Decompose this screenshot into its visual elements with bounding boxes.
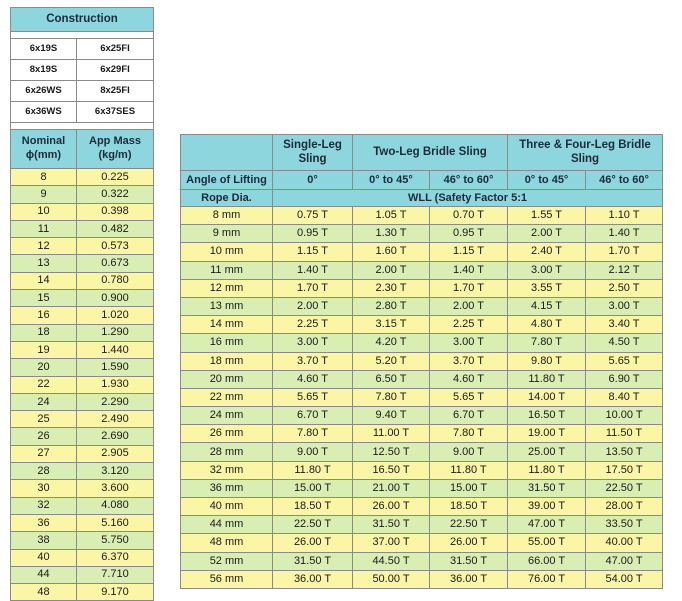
wll-value-cell: 1.15 T bbox=[273, 243, 353, 261]
rope-diameter-cell: 20 mm bbox=[181, 370, 273, 388]
wll-value-cell: 1.40 T bbox=[586, 225, 663, 243]
nominal-diameter-cell: 18 bbox=[11, 324, 77, 341]
wll-value-cell: 3.00 T bbox=[430, 334, 508, 352]
wll-value-cell: 7.80 T bbox=[353, 388, 430, 406]
wll-row bbox=[181, 425, 663, 443]
wll-value-cell: 0.95 T bbox=[430, 225, 508, 243]
wll-value-cell: 2.40 T bbox=[508, 243, 586, 261]
wll-value-cell: 2.12 T bbox=[586, 261, 663, 279]
app-mass-cell: 3.600 bbox=[77, 480, 154, 497]
wll-value-cell: 11.80 T bbox=[508, 461, 586, 479]
wll-value-cell: 9.40 T bbox=[353, 407, 430, 425]
wll-value-cell: 2.25 T bbox=[273, 316, 353, 334]
single-leg-header: Single-Leg Sling bbox=[273, 135, 353, 171]
wll-value-cell: 4.60 T bbox=[273, 370, 353, 388]
wll-value-cell: 22.50 T bbox=[430, 516, 508, 534]
construction-title: Construction bbox=[11, 8, 154, 32]
wll-row bbox=[181, 479, 663, 497]
rope-diameter-cell: 36 mm bbox=[181, 479, 273, 497]
wll-value-cell: 8.40 T bbox=[586, 388, 663, 406]
wll-value-cell: 3.40 T bbox=[586, 316, 663, 334]
wll-value-cell: 6.70 T bbox=[273, 407, 353, 425]
rope-diameter-cell: 12 mm bbox=[181, 279, 273, 297]
wll-value-cell: 50.00 T bbox=[353, 570, 430, 588]
wll-value-cell: 31.50 T bbox=[353, 516, 430, 534]
mass-row bbox=[11, 514, 154, 531]
wll-value-cell: 47.00 T bbox=[586, 552, 663, 570]
wll-value-cell: 15.00 T bbox=[430, 479, 508, 497]
wll-value-cell: 28.00 T bbox=[586, 498, 663, 516]
wll-value-cell: 26.00 T bbox=[430, 534, 508, 552]
angle-cell: 46° to 60° bbox=[586, 171, 663, 190]
wll-value-cell: 7.80 T bbox=[430, 425, 508, 443]
wll-value-cell: 44.50 T bbox=[353, 552, 430, 570]
wll-value-cell: 6.90 T bbox=[586, 370, 663, 388]
nominal-diameter-cell: 13 bbox=[11, 255, 77, 272]
rope-diameter-cell: 40 mm bbox=[181, 498, 273, 516]
app-mass-cell: 0.573 bbox=[77, 238, 154, 255]
wll-value-cell: 12.50 T bbox=[353, 443, 430, 461]
app-mass-cell: 2.690 bbox=[77, 428, 154, 445]
wll-value-cell: 6.70 T bbox=[430, 407, 508, 425]
wll-value-cell: 3.00 T bbox=[586, 297, 663, 315]
wll-value-cell: 21.00 T bbox=[353, 479, 430, 497]
nominal-diameter-cell: 20 bbox=[11, 359, 77, 376]
wll-row bbox=[181, 443, 663, 461]
app-mass-cell: 1.020 bbox=[77, 307, 154, 324]
wll-value-cell: 7.80 T bbox=[508, 334, 586, 352]
mass-row bbox=[11, 411, 154, 428]
wll-row bbox=[181, 388, 663, 406]
rope-diameter-cell: 32 mm bbox=[181, 461, 273, 479]
wll-value-cell: 36.00 T bbox=[430, 570, 508, 588]
wll-value-cell: 2.50 T bbox=[586, 279, 663, 297]
wll-row bbox=[181, 498, 663, 516]
wll-value-cell: 14.00 T bbox=[508, 388, 586, 406]
construction-type: 6x19S bbox=[11, 39, 77, 60]
wll-value-cell: 18.50 T bbox=[430, 498, 508, 516]
wll-value-cell: 25.00 T bbox=[508, 443, 586, 461]
wll-value-cell: 1.60 T bbox=[353, 243, 430, 261]
mass-row bbox=[11, 376, 154, 393]
nominal-diameter-cell: 28 bbox=[11, 463, 77, 480]
mass-label: App Mass bbox=[89, 135, 141, 148]
rope-diameter-cell: 48 mm bbox=[181, 534, 273, 552]
three-four-leg-header: Three & Four-Leg Bridle Sling bbox=[508, 135, 663, 171]
wll-value-cell: 3.70 T bbox=[273, 352, 353, 370]
mass-row bbox=[11, 549, 154, 566]
angle-of-lifting-label: Angle of Lifting bbox=[181, 171, 273, 190]
app-mass-cell: 3.120 bbox=[77, 463, 154, 480]
nominal-diameter-cell: 48 bbox=[11, 584, 77, 601]
app-mass-header bbox=[77, 130, 154, 169]
app-mass-cell: 0.900 bbox=[77, 290, 154, 307]
mass-row bbox=[11, 238, 154, 255]
construction-spacer bbox=[11, 123, 154, 130]
wll-row bbox=[181, 407, 663, 425]
wll-value-cell: 31.50 T bbox=[273, 552, 353, 570]
wll-value-cell: 5.20 T bbox=[353, 352, 430, 370]
wll-value-cell: 37.00 T bbox=[353, 534, 430, 552]
rope-diameter-cell: 8 mm bbox=[181, 207, 273, 225]
wll-value-cell: 15.00 T bbox=[273, 479, 353, 497]
wll-row bbox=[181, 207, 663, 225]
wll-value-cell: 1.15 T bbox=[430, 243, 508, 261]
wll-row bbox=[181, 334, 663, 352]
wll-value-cell: 16.50 T bbox=[508, 407, 586, 425]
angle-cell: 0° to 45° bbox=[353, 171, 430, 190]
app-mass-cell: 1.290 bbox=[77, 324, 154, 341]
nominal-label: Nominal bbox=[21, 135, 66, 148]
rope-diameter-cell: 16 mm bbox=[181, 334, 273, 352]
corner-cell bbox=[181, 135, 273, 171]
construction-type: 8x25FI bbox=[77, 81, 154, 102]
nominal-diameter-cell: 19 bbox=[11, 341, 77, 358]
wll-value-cell: 1.10 T bbox=[586, 207, 663, 225]
wll-row bbox=[181, 261, 663, 279]
app-mass-cell: 4.080 bbox=[77, 497, 154, 514]
nominal-diameter-cell: 40 bbox=[11, 549, 77, 566]
wll-value-cell: 9.80 T bbox=[508, 352, 586, 370]
wll-row bbox=[181, 570, 663, 588]
mass-row bbox=[11, 393, 154, 410]
wll-value-cell: 2.00 T bbox=[353, 261, 430, 279]
mass-row bbox=[11, 497, 154, 514]
nominal-diameter-cell: 36 bbox=[11, 514, 77, 531]
mass-row bbox=[11, 220, 154, 237]
wll-value-cell: 3.55 T bbox=[508, 279, 586, 297]
wll-value-cell: 26.00 T bbox=[353, 498, 430, 516]
wll-value-cell: 9.00 T bbox=[430, 443, 508, 461]
wll-row bbox=[181, 352, 663, 370]
wll-value-cell: 33.50 T bbox=[586, 516, 663, 534]
nominal-diameter-cell: 38 bbox=[11, 532, 77, 549]
wll-value-cell: 3.70 T bbox=[430, 352, 508, 370]
wll-row bbox=[181, 225, 663, 243]
wll-value-cell: 47.00 T bbox=[508, 516, 586, 534]
wll-value-cell: 4.20 T bbox=[353, 334, 430, 352]
construction-type: 6x25FI bbox=[77, 39, 154, 60]
wll-value-cell: 26.00 T bbox=[273, 534, 353, 552]
app-mass-cell: 5.750 bbox=[77, 532, 154, 549]
rope-dia-label: Rope Dia. bbox=[181, 190, 273, 207]
app-mass-cell: 0.225 bbox=[77, 169, 154, 186]
wll-value-cell: 36.00 T bbox=[273, 570, 353, 588]
wll-value-cell: 1.70 T bbox=[273, 279, 353, 297]
wll-value-cell: 54.00 T bbox=[586, 570, 663, 588]
wll-value-cell: 11.80 T bbox=[508, 370, 586, 388]
angle-cell: 0° bbox=[273, 171, 353, 190]
rope-diameter-cell: 13 mm bbox=[181, 297, 273, 315]
rope-diameter-cell: 11 mm bbox=[181, 261, 273, 279]
app-mass-cell: 1.440 bbox=[77, 341, 154, 358]
nominal-diameter-cell: 30 bbox=[11, 480, 77, 497]
wll-value-cell: 11.50 T bbox=[586, 425, 663, 443]
wll-value-cell: 5.65 T bbox=[273, 388, 353, 406]
app-mass-cell: 2.490 bbox=[77, 411, 154, 428]
nominal-diameter-cell: 44 bbox=[11, 566, 77, 583]
wll-value-cell: 31.50 T bbox=[430, 552, 508, 570]
app-mass-cell: 2.905 bbox=[77, 445, 154, 462]
mass-row bbox=[11, 272, 154, 289]
mass-row bbox=[11, 566, 154, 583]
nominal-diameter-cell: 12 bbox=[11, 238, 77, 255]
rope-diameter-cell: 14 mm bbox=[181, 316, 273, 334]
app-mass-cell: 0.322 bbox=[77, 186, 154, 203]
nominal-diameter-cell: 25 bbox=[11, 411, 77, 428]
mass-unit: (kg/m) bbox=[98, 149, 132, 161]
mass-row bbox=[11, 307, 154, 324]
mass-row bbox=[11, 169, 154, 186]
wll-value-cell: 5.65 T bbox=[430, 388, 508, 406]
wll-safety-factor-label: WLL (Safety Factor 5:1 bbox=[273, 190, 663, 207]
construction-type: 6x26WS bbox=[11, 81, 77, 102]
construction-spacer bbox=[11, 32, 154, 39]
wll-value-cell: 16.50 T bbox=[353, 461, 430, 479]
wll-value-cell: 22.50 T bbox=[273, 516, 353, 534]
wll-value-cell: 66.00 T bbox=[508, 552, 586, 570]
wll-row bbox=[181, 316, 663, 334]
app-mass-cell: 0.482 bbox=[77, 220, 154, 237]
wll-value-cell: 3.00 T bbox=[273, 334, 353, 352]
wll-row bbox=[181, 516, 663, 534]
wll-value-cell: 2.80 T bbox=[353, 297, 430, 315]
mass-row bbox=[11, 341, 154, 358]
app-mass-cell: 7.710 bbox=[77, 566, 154, 583]
rope-diameter-cell: 9 mm bbox=[181, 225, 273, 243]
rope-diameter-cell: 10 mm bbox=[181, 243, 273, 261]
wll-value-cell: 7.80 T bbox=[273, 425, 353, 443]
wll-value-cell: 2.00 T bbox=[508, 225, 586, 243]
wll-value-cell: 9.00 T bbox=[273, 443, 353, 461]
construction-type: 6x29FI bbox=[77, 60, 154, 81]
wll-value-cell: 1.40 T bbox=[273, 261, 353, 279]
wll-value-cell: 10.00 T bbox=[586, 407, 663, 425]
rope-diameter-cell: 44 mm bbox=[181, 516, 273, 534]
mass-row bbox=[11, 480, 154, 497]
wll-row bbox=[181, 243, 663, 261]
app-mass-cell: 1.930 bbox=[77, 376, 154, 393]
mass-row bbox=[11, 463, 154, 480]
nominal-unit: ϕ(mm) bbox=[25, 149, 62, 161]
wll-row bbox=[181, 461, 663, 479]
mass-row bbox=[11, 359, 154, 376]
wll-row bbox=[181, 297, 663, 315]
wll-value-cell: 1.55 T bbox=[508, 207, 586, 225]
nominal-diameter-header bbox=[11, 130, 77, 169]
wll-value-cell: 11.00 T bbox=[353, 425, 430, 443]
mass-row bbox=[11, 428, 154, 445]
wll-value-cell: 1.05 T bbox=[353, 207, 430, 225]
wll-value-cell: 0.75 T bbox=[273, 207, 353, 225]
wll-value-cell: 6.50 T bbox=[353, 370, 430, 388]
rope-diameter-cell: 52 mm bbox=[181, 552, 273, 570]
wll-value-cell: 13.50 T bbox=[586, 443, 663, 461]
wll-value-cell: 2.25 T bbox=[430, 316, 508, 334]
wll-value-cell: 22.50 T bbox=[586, 479, 663, 497]
nominal-diameter-cell: 14 bbox=[11, 272, 77, 289]
wll-value-cell: 3.15 T bbox=[353, 316, 430, 334]
rope-diameter-cell: 22 mm bbox=[181, 388, 273, 406]
wll-value-cell: 0.70 T bbox=[430, 207, 508, 225]
wll-value-cell: 4.15 T bbox=[508, 297, 586, 315]
wll-table bbox=[180, 134, 663, 589]
wll-value-cell: 40.00 T bbox=[586, 534, 663, 552]
nominal-diameter-cell: 24 bbox=[11, 393, 77, 410]
wll-value-cell: 2.30 T bbox=[353, 279, 430, 297]
wll-value-cell: 31.50 T bbox=[508, 479, 586, 497]
nominal-diameter-cell: 26 bbox=[11, 428, 77, 445]
wll-row bbox=[181, 552, 663, 570]
nominal-diameter-cell: 10 bbox=[11, 203, 77, 220]
wll-value-cell: 4.60 T bbox=[430, 370, 508, 388]
mass-row bbox=[11, 290, 154, 307]
nominal-diameter-cell: 11 bbox=[11, 220, 77, 237]
wll-value-cell: 55.00 T bbox=[508, 534, 586, 552]
wll-value-cell: 1.30 T bbox=[353, 225, 430, 243]
wll-value-cell: 11.80 T bbox=[273, 461, 353, 479]
wll-value-cell: 4.50 T bbox=[586, 334, 663, 352]
wll-row bbox=[181, 370, 663, 388]
wll-value-cell: 1.70 T bbox=[586, 243, 663, 261]
wll-row bbox=[181, 534, 663, 552]
nominal-diameter-cell: 22 bbox=[11, 376, 77, 393]
wll-value-cell: 1.40 T bbox=[430, 261, 508, 279]
construction-type: 6x37SES bbox=[77, 102, 154, 123]
mass-row bbox=[11, 584, 154, 601]
app-mass-cell: 9.170 bbox=[77, 584, 154, 601]
wll-row bbox=[181, 279, 663, 297]
wll-value-cell: 76.00 T bbox=[508, 570, 586, 588]
rope-diameter-cell: 56 mm bbox=[181, 570, 273, 588]
wll-value-cell: 2.00 T bbox=[273, 297, 353, 315]
wll-value-cell: 19.00 T bbox=[508, 425, 586, 443]
two-leg-header: Two-Leg Bridle Sling bbox=[353, 135, 508, 171]
wll-value-cell: 5.65 T bbox=[586, 352, 663, 370]
nominal-diameter-cell: 8 bbox=[11, 169, 77, 186]
app-mass-cell: 0.673 bbox=[77, 255, 154, 272]
mass-row bbox=[11, 186, 154, 203]
nominal-diameter-cell: 32 bbox=[11, 497, 77, 514]
wll-value-cell: 1.70 T bbox=[430, 279, 508, 297]
construction-type: 8x19S bbox=[11, 60, 77, 81]
app-mass-cell: 2.290 bbox=[77, 393, 154, 410]
mass-row bbox=[11, 255, 154, 272]
app-mass-cell: 6.370 bbox=[77, 549, 154, 566]
app-mass-cell: 0.780 bbox=[77, 272, 154, 289]
wll-value-cell: 0.95 T bbox=[273, 225, 353, 243]
wll-value-cell: 2.00 T bbox=[430, 297, 508, 315]
mass-row bbox=[11, 445, 154, 462]
mass-row bbox=[11, 203, 154, 220]
nominal-diameter-cell: 16 bbox=[11, 307, 77, 324]
nominal-diameter-cell: 15 bbox=[11, 290, 77, 307]
rope-diameter-cell: 24 mm bbox=[181, 407, 273, 425]
app-mass-cell: 0.398 bbox=[77, 203, 154, 220]
construction-mass-table bbox=[10, 7, 154, 601]
construction-type: 6x36WS bbox=[11, 102, 77, 123]
nominal-diameter-cell: 27 bbox=[11, 445, 77, 462]
angle-cell: 46° to 60° bbox=[430, 171, 508, 190]
wll-value-cell: 39.00 T bbox=[508, 498, 586, 516]
wll-value-cell: 17.50 T bbox=[586, 461, 663, 479]
nominal-diameter-cell: 9 bbox=[11, 186, 77, 203]
rope-diameter-cell: 26 mm bbox=[181, 425, 273, 443]
wll-value-cell: 3.00 T bbox=[508, 261, 586, 279]
app-mass-cell: 5.160 bbox=[77, 514, 154, 531]
angle-cell: 0° to 45° bbox=[508, 171, 586, 190]
rope-diameter-cell: 18 mm bbox=[181, 352, 273, 370]
wll-value-cell: 4.80 T bbox=[508, 316, 586, 334]
mass-row bbox=[11, 532, 154, 549]
wll-value-cell: 18.50 T bbox=[273, 498, 353, 516]
app-mass-cell: 1.590 bbox=[77, 359, 154, 376]
wll-value-cell: 11.80 T bbox=[430, 461, 508, 479]
rope-diameter-cell: 28 mm bbox=[181, 443, 273, 461]
mass-row bbox=[11, 324, 154, 341]
